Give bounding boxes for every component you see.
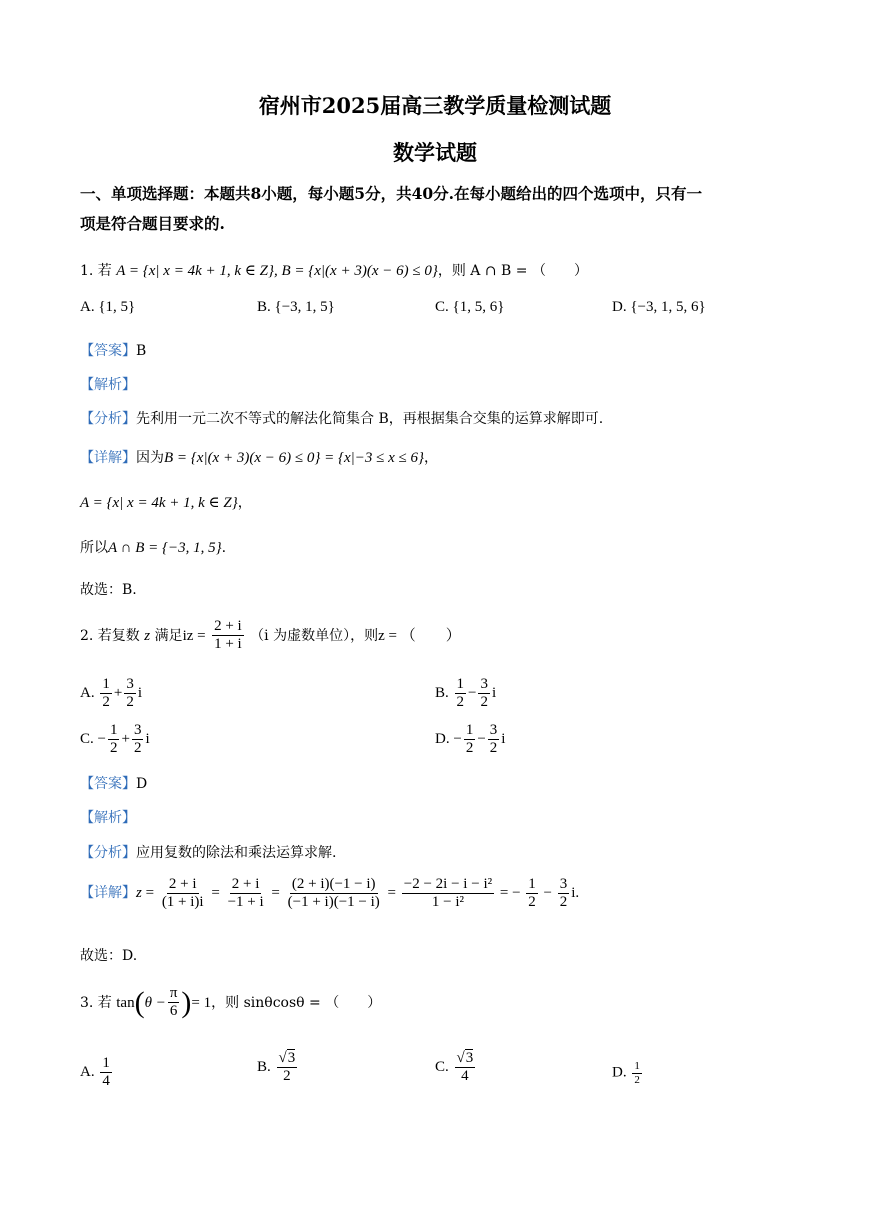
q3-option-a: A. $\frac{1}{4}$ — [80, 1055, 110, 1090]
q1-set-b: , B = {x|(x + 3)(x − 6) ≤ 0} — [273, 263, 438, 279]
q2-analysis-tag: 【解析】 — [80, 810, 136, 826]
q1-detail3-post: . — [221, 540, 227, 556]
q1-detail-line3 — [80, 537, 226, 557]
q2-detail-line: 【详解】z = $\frac{2 + i}{(1 + i)i}$ = $\frac{2 + i}{-1 + i}$ = $\frac{(2 + i)(-1 - i)}{(-1 + i)(-1 - i)}$ = $\frac{\text{−2 − 2i − i − i²}}{\text{1 − i²}}$ = − $\frac{1}{2}$ − $\frac{3}{2}$ i. — [80, 876, 580, 911]
q3-option-c-label: C. — [435, 1059, 449, 1076]
page-subtitle: 数学试题 — [393, 140, 477, 165]
q2-fraction — [212, 618, 244, 654]
q1-option-c: C. {1, 5, 6} — [435, 299, 505, 315]
q1-detail1-post: ， — [423, 450, 438, 466]
q1-option-d: D. {−3, 1, 5, 6} — [612, 299, 706, 315]
q2-fraction-num: 2 + i — [212, 618, 244, 636]
q1-detail1-pre: 因为 — [136, 450, 164, 466]
q1-conclusion: 故选：B. — [80, 582, 137, 598]
q1-analysis-tag: 【解析】 — [80, 377, 136, 393]
q1-answer-value: B — [136, 343, 147, 359]
q2-z: z — [144, 627, 151, 644]
q1-ask: ，则 A ∩ B = （ ） — [437, 263, 588, 279]
q2-option-d: D. − $\frac{1}{2}$ − $\frac{3}{2}$ i — [435, 722, 506, 757]
q2-option-d-label: D. — [435, 731, 450, 748]
q2-option-a: A. $\frac{1}{2}$ + $\frac{3}{2}$ i — [80, 676, 142, 711]
q1-fenxi-text: 先利用一元二次不等式的解法化简集合 B，再根据集合交集的运算求解即可. — [136, 411, 604, 427]
q2-ask: z = （ ） — [378, 627, 461, 644]
q1-detail3-math: A ∩ B = {−3, 1, 5} — [108, 540, 222, 556]
q2-iz: iz = — [182, 627, 206, 644]
q3-option-c: C. $\frac{√3}{4}$ — [435, 1050, 474, 1085]
section-heading-line2: 项是符合题目要求的. — [80, 214, 225, 233]
q3-option-d-label: D. — [612, 1064, 627, 1081]
q3-option-a-label: A. — [80, 1064, 95, 1081]
q1-fenxi-line — [80, 408, 603, 428]
q2-option-b-label: B. — [435, 685, 449, 702]
q1-number: 1. 若 — [80, 263, 112, 279]
q2-cond: 满足 — [154, 627, 183, 644]
question-1-stem — [80, 260, 588, 280]
q3-option-d: D. $\frac{1}{2}$ — [612, 1060, 640, 1086]
question-2-stem — [80, 618, 461, 654]
fenxi-tag: 【分析】 — [80, 411, 136, 427]
q1-set-a: A = {x| x = 4k + 1, k ∈ Z} — [116, 263, 274, 279]
q3-eq: = 1 — [191, 994, 212, 1011]
question-3-stem: 3. 若 tan(θ − $\frac{\pi}{6}$ )= 1，则 sinθcosθ = （ ） — [80, 985, 382, 1020]
q1-detail2-post: ， — [237, 495, 252, 511]
q2-option-c-label: C. — [80, 731, 94, 748]
q2-fenxi-text: 应用复数的除法和乘法运算求解. — [136, 845, 337, 861]
q3-number: 3. 若 — [80, 994, 112, 1011]
q1-option-a: A. {1, 5} — [80, 299, 136, 315]
fenxi-tag: 【分析】 — [80, 845, 136, 861]
q1-option-b: B. {−3, 1, 5} — [257, 299, 335, 315]
q1-answer-line — [80, 340, 146, 360]
q3-theta: θ − — [144, 994, 166, 1011]
q3-ask: ，则 sinθcosθ = （ ） — [211, 994, 382, 1011]
q2-fraction-den: 1 + i — [214, 636, 242, 653]
q1-detail2-math: A = {x| x = 4k + 1, k ∈ Z} — [80, 495, 238, 511]
q3-tan: tan — [116, 994, 135, 1011]
q1-detail3-pre: 所以 — [80, 540, 108, 556]
q3-option-b: B. $\frac{√3}{2}$ — [257, 1050, 296, 1085]
q1-detail-line1 — [80, 447, 438, 467]
q2-conclusion: 故选：D. — [80, 948, 138, 964]
q2-option-a-label: A. — [80, 685, 95, 702]
q2-number: 2. 若复数 — [80, 627, 140, 644]
page-title: 宿州市2025届高三教学质量检测试题 — [258, 93, 612, 118]
q3-fraction-num: π — [168, 985, 180, 1003]
q2-answer-value: D — [136, 776, 148, 792]
q2-paren: （i 为虚数单位），则 — [250, 627, 379, 644]
section-heading-line1: 一、单项选择题：本题共8小题，每小题5分，共40分.在每小题给出的四个选项中，只有一 — [80, 184, 703, 203]
xiangjie-tag: 【详解】 — [80, 450, 136, 466]
q3-option-b-label: B. — [257, 1059, 271, 1076]
q2-option-c: C. − $\frac{1}{2}$ + $\frac{3}{2}$ i — [80, 722, 150, 757]
answer-tag: 【答案】 — [80, 343, 136, 359]
q1-detail-line2 — [80, 492, 252, 512]
answer-tag: 【答案】 — [80, 776, 136, 792]
q3-fraction-den: 6 — [169, 1003, 178, 1020]
q3-fraction — [168, 985, 180, 1021]
q2-fenxi-line — [80, 842, 336, 862]
xiangjie-tag: 【详解】 — [80, 885, 136, 902]
q1-detail1-math: B = {x|(x + 3)(x − 6) ≤ 0} = {x|−3 ≤ x ≤ 6} — [164, 450, 424, 466]
q2-option-b: B. $\frac{1}{2}$ − $\frac{3}{2}$ i — [435, 676, 497, 711]
q2-answer-line — [80, 773, 147, 793]
